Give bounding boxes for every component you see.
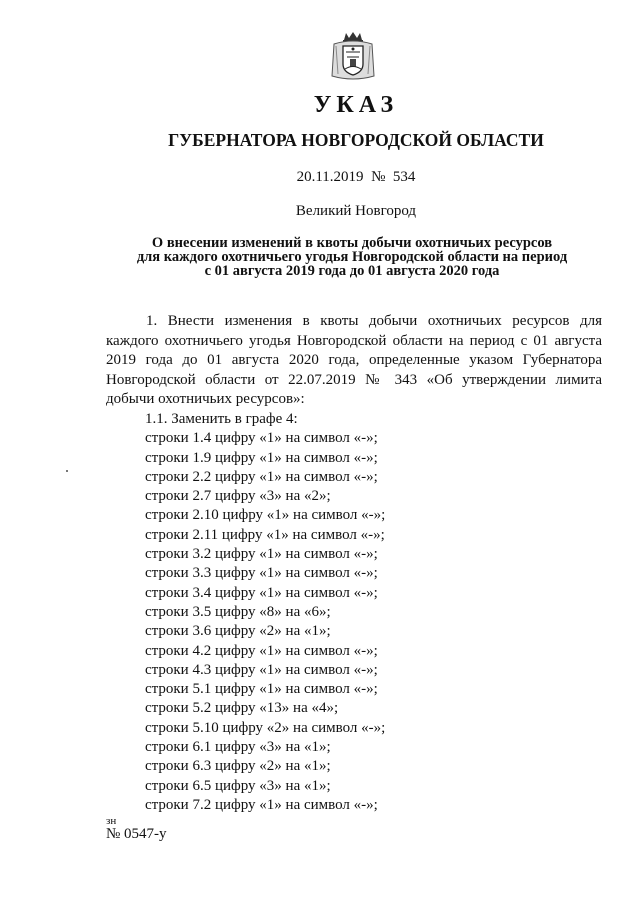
coat-of-arms-icon	[328, 30, 378, 82]
list-item: 1.1. Заменить в графе 4:	[145, 411, 298, 427]
list-item: строки 7.2 цифру «1» на символ «-»;	[145, 796, 378, 813]
list-item: строки 5.2 цифру «13» на «4»;	[145, 700, 339, 717]
issue-place: Великий Новгород	[295, 203, 417, 219]
list-item: строки 3.5 цифру «8» на «6»;	[145, 603, 331, 620]
document-number: 534	[392, 169, 416, 185]
list-item: строки 4.3 цифру «1» на символ «-»;	[145, 661, 378, 678]
list-item: строки 2.2 цифру «1» на символ «-»;	[145, 468, 378, 485]
list-item: строки 1.4 цифру «1» на символ «-»;	[145, 430, 378, 447]
list-item: строки 2.11 цифру «1» на символ «-»;	[145, 526, 385, 543]
registration-number: № 0547-у	[106, 826, 167, 842]
date-and-number	[0, 169, 640, 186]
executor-initials: зн	[106, 815, 117, 827]
body-paragraph: 1. Внести изменения в квоты добычи охотничьих ресурсов для каждого охотничьего угодья Новгородской области на период с 01 августа 2019 года до 01 августа 2020 года, определенные указом Губернатора Новгородской области от 22.07.2019 № 343 «Об утверждении лимита добычи охотничьих ресурсов»:	[106, 313, 602, 408]
list-item: строки 3.6 цифру «2» на «1»;	[145, 623, 331, 640]
list-item: строки 3.4 цифру «1» на символ «-»;	[145, 584, 378, 601]
list-item: строки 5.10 цифру «2» на символ «-»;	[145, 719, 386, 736]
heading-line: О внесении изменений в квоты добычи охотничьих ресурсов	[151, 235, 553, 251]
document-title: УКАЗ	[313, 92, 399, 118]
heading-line: для каждого охотничьего угодья Новгородской области на период	[136, 249, 568, 265]
list-item: строки 2.7 цифру «3» на «2»;	[145, 488, 331, 505]
list-item: строки 3.2 цифру «1» на символ «-»;	[145, 546, 378, 563]
amendment-list	[145, 410, 385, 815]
heading-line: с 01 августа 2019 года до 01 августа 2020 года	[204, 263, 500, 279]
list-item: строки 6.5 цифру «3» на «1»;	[145, 777, 331, 794]
document-subtitle: ГУБЕРНАТОРА НОВГОРОДСКОЙ ОБЛАСТИ	[168, 130, 544, 150]
list-item: строки 2.10 цифру «1» на символ «-»;	[145, 507, 386, 524]
document-footer	[106, 815, 167, 842]
list-item: строки 1.9 цифру «1» на символ «-»;	[145, 449, 378, 466]
list-item: строки 6.1 цифру «3» на «1»;	[145, 739, 331, 756]
scan-speck	[66, 470, 68, 472]
number-sign: №	[371, 169, 386, 185]
list-item: строки 3.3 цифру «1» на символ «-»;	[145, 565, 378, 582]
list-item: строки 6.3 цифру «2» на «1»;	[145, 758, 331, 775]
list-item: строки 4.2 цифру «1» на символ «-»;	[145, 642, 378, 659]
decree-heading	[112, 236, 592, 278]
document-date: 20.11.2019	[296, 169, 364, 185]
list-item: строки 5.1 цифру «1» на символ «-»;	[145, 681, 378, 698]
